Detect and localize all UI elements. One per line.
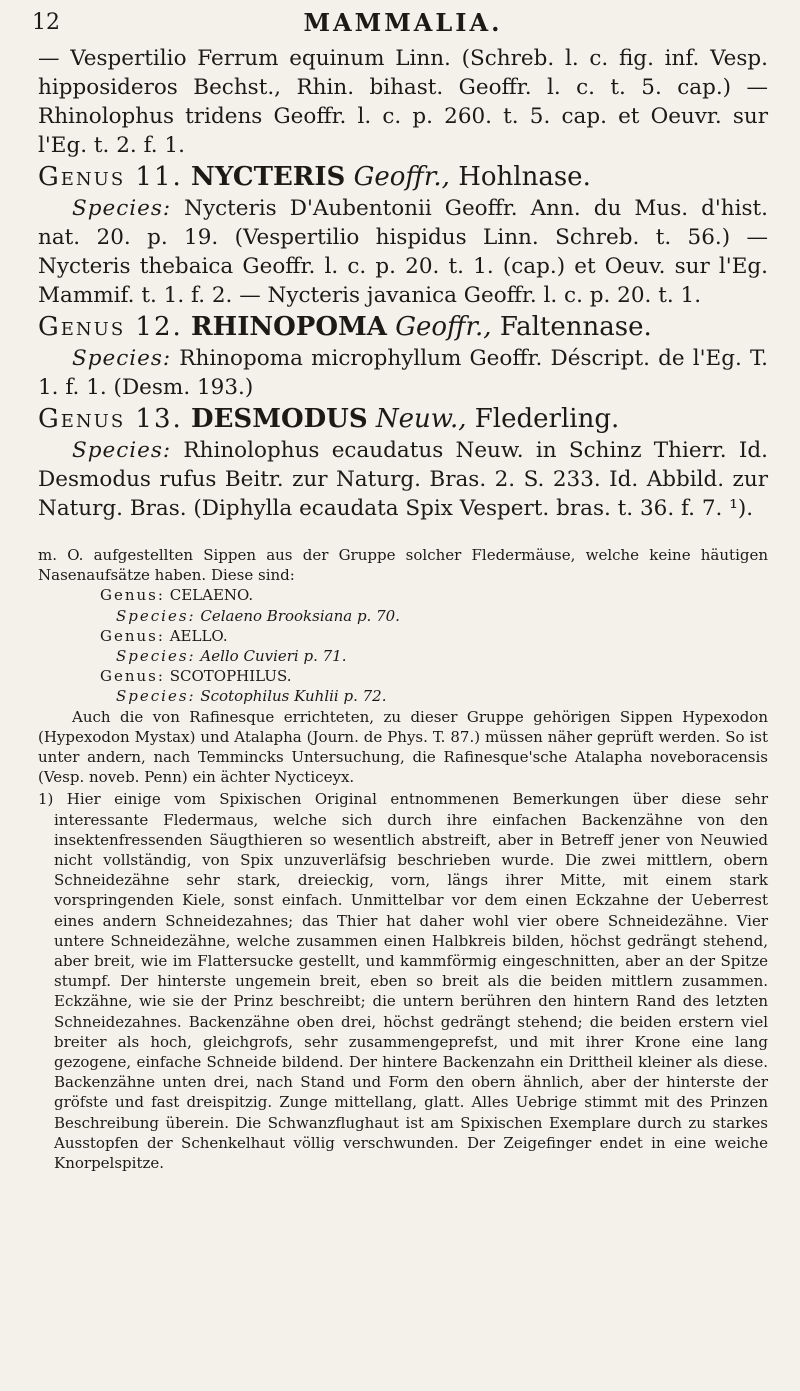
- note-genus-row: [38, 626, 768, 646]
- genus-name: NYCTERIS: [191, 162, 346, 192]
- note-species: Celaeno Brooksiana p. 70.: [200, 606, 400, 625]
- note-species-row: [38, 686, 768, 706]
- genus-heading: [38, 402, 768, 436]
- species-label: Species:: [72, 438, 172, 463]
- note-genus-row: [38, 666, 768, 686]
- note-species-row: [38, 606, 768, 626]
- genus-common-name: Hohlnase.: [458, 162, 591, 192]
- note-species-label: Species:: [116, 687, 196, 706]
- genus-heading: [38, 160, 768, 194]
- species-label: Species:: [72, 196, 172, 221]
- note-species-label: Species:: [116, 606, 196, 625]
- genus-author: Geoffr.,: [395, 312, 492, 342]
- species-text: Rhinolophus ecaudatus Neuw. in Schinz Thierr. Id. Desmodus rufus Beitr. zur Naturg. Bras. 2. S. 233. Id. Abbild. zur Naturg. Bras. (Diphylla ecaudata Spix Vespert. bras. t. 36. f. 7. ¹).: [38, 438, 768, 521]
- note-species: Aello Cuvieri p. 71.: [200, 647, 347, 666]
- genus-name: DESMODUS: [191, 404, 368, 434]
- species-paragraph: [38, 436, 768, 523]
- note-genus-row: [38, 585, 768, 605]
- notes-section: [38, 545, 768, 1173]
- species-text: Rhinopoma microphyllum Geoffr. Déscript. de l'Eg. T. 1. f. 1. (Desm. 193.): [38, 346, 768, 400]
- genus-13: [38, 402, 768, 523]
- note-species: Scotophilus Kuhlii p. 72.: [200, 687, 387, 706]
- genus-heading: [38, 310, 768, 344]
- notes-after-list: Auch die von Rafinesque errichteten, zu dieser Gruppe gehörigen Sippen Hypexodon (Hypexodon Mystax) und Atalapha (Journ. de Phys. T. 87.) müssen näher geprüft werden. So ist unter andern, nach Temmincks Untersuchung, die Rafinesque'sche Atalapha noveboracensis (Vesp. noveb. Penn) ein ächter Nycticeyx.: [38, 707, 768, 787]
- genus-12: [38, 310, 768, 402]
- note-genus: CELAENO.: [169, 586, 254, 605]
- note-genus: AELLO.: [169, 626, 228, 645]
- genus-11: [38, 160, 768, 310]
- note-genus: SCOTOPHILUS.: [169, 667, 292, 686]
- note-species-row: [38, 646, 768, 666]
- genus-name: RHINOPOMA: [191, 312, 387, 342]
- species-paragraph: [38, 194, 768, 310]
- top-block: — Vespertilio Ferrum equinum Linn. (Schreb. l. c. fig. inf. Vesp. hipposideros Bechst., Rhin. bihast. Geoffr. l. c. t. 5. cap.) — Rhinolophus tridens Geoffr. l. c. p. 260. t. 5. cap. et Oeuvr. sur l'Eg. t. 2. f. 1.: [38, 46, 768, 158]
- species-paragraph: [38, 344, 768, 402]
- page-number: 12: [32, 10, 60, 35]
- page-header: [32, 0, 768, 44]
- page: [32, 0, 768, 1173]
- genus-author: Geoffr.,: [353, 162, 450, 192]
- genus-label: Genus 12.: [38, 312, 183, 342]
- genus-common-name: Faltennase.: [499, 312, 652, 342]
- footnote-1: 1) Hier einige vom Spixischen Original entnommenen Bemerkungen über diese sehr interessante Fledermaus, welche sich durch ihre einfachen Backenzähne von den insektenfressenden Säugthieren so wesentlich abstreift, aber in Betreff jener von Neuwied nicht vollständig, von Spix unzuverläfsig beschrieben wurde. Die zwei mittlern, obern Schneidezähne sehr stark, dreieckig, vorn, längs ihrer Mitte, mit einem stark vorspringenden Kiele, sonst einfach. Unmittelbar vor dem einen Eckzahne der Ueberrest eines andern Schneidezahnes; das Thier hat daher wohl vier obere Schneidezähne. Vier untere Schneidezähne, welche zusammen einen Halbkreis bilden, höchst gedrängt stehend, aber breit, wie im Flattersucke gestellt, und kammförmig eingeschnitten, aber an der Spitze stumpf. Der hinterste ungemein breit, eben so breit als die beiden mittlern zusammen. Eckzähne, wie sie der Prinz beschreibt; die untern berühren den hintern Rand des letzten Schneidezahnes. Backenzähne oben drei, höchst gedrängt stehend; die beiden erstern viel breiter als hoch, gleichgrofs, sehr zusammengeprefst, und mit ihrer Krone eine lang gezogene, einfache Schneide bildend. Der hintere Backenzahn ein Drittheil kleiner als diese. Backenzähne unten drei, nach Stand und Form den obern ähnlich, aber der hinterste der gröfste und fast dreispitzig. Zunge mittellang, glatt. Alles Uebrige stimmt mit des Prinzen Beschreibung überein. Die Schwanzflughaut ist am Spixischen Exemplare durch zu starkes Ausstopfen der Schenkelhaut völlig verschwunden. Der Zeigefinger endet in eine weiche Knorpelspitze.: [38, 790, 768, 1173]
- note-genus-label: Genus:: [100, 667, 165, 686]
- genus-label: Genus 13.: [38, 404, 183, 434]
- genus-author: Neuw.,: [375, 404, 467, 434]
- main-text: [38, 44, 768, 523]
- genus-common-name: Flederling.: [474, 404, 620, 434]
- note-genus-label: Genus:: [100, 626, 165, 645]
- species-label: Species:: [72, 346, 172, 371]
- note-genus-label: Genus:: [100, 586, 165, 605]
- species-text: Nycteris D'Aubentonii Geoffr. Ann. du Mus. d'hist. nat. 20. p. 19. (Vespertilio hispidus Linn. Schreb. t. 56.) — Nycteris thebaica Geoffr. l. c. p. 20. t. 1. (cap.) et Oeuv. sur l'Eg. Mammif. t. 1. f. 2. — Nycteris javanica Geoffr. l. c. p. 20. t. 1.: [38, 196, 768, 308]
- running-title: MAMMALIA.: [303, 8, 503, 37]
- notes-intro: m. O. aufgestellten Sippen aus der Gruppe solcher Fledermäuse, welche keine häutigen Nasenaufsätze haben. Diese sind:: [38, 546, 768, 585]
- note-species-label: Species:: [116, 647, 196, 666]
- genus-label: Genus 11.: [38, 162, 183, 192]
